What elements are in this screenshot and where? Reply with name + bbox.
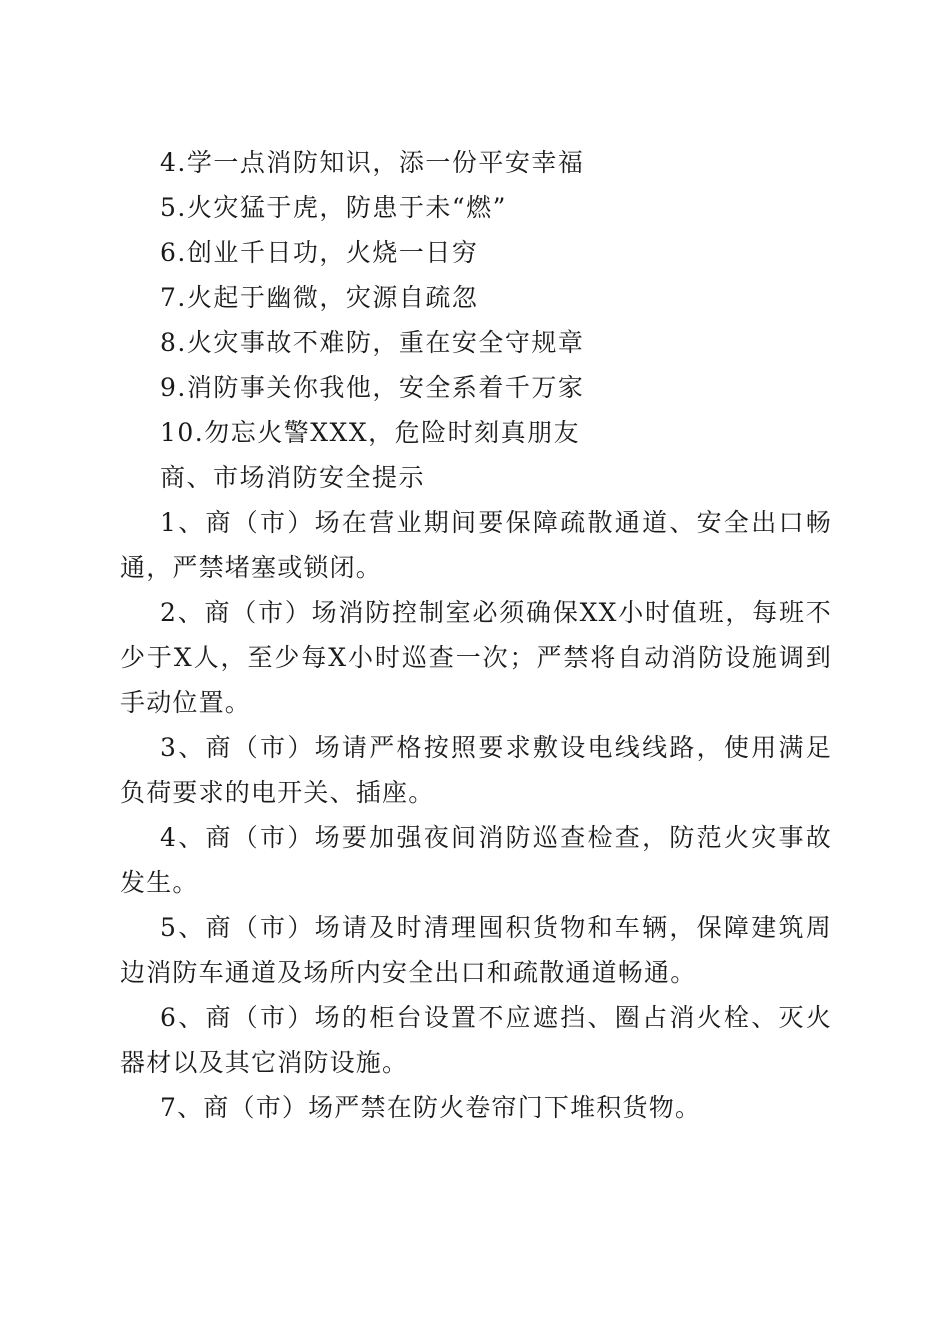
tip-paragraph: 1、商（市）场在营业期间要保障疏散通道、安全出口畅通，严禁堵塞或锁闭。 bbox=[120, 508, 832, 582]
slogan-item: 8.火灾事故不难防，重在安全守规章 bbox=[160, 328, 585, 357]
tip-paragraph: 3、商（市）场请严格按照要求敷设电线线路，使用满足负荷要求的电开关、插座。 bbox=[120, 733, 832, 807]
slogan-item: 6.创业千日功，火烧一日穷 bbox=[160, 238, 479, 267]
slogan-item: 10.勿忘火警XXX，危险时刻真朋友 bbox=[160, 418, 581, 447]
slogan-item: 5.火灾猛于虎，防患于未“燃” bbox=[160, 193, 507, 222]
tip-paragraph: 7、商（市）场严禁在防火卷帘门下堆积货物。 bbox=[160, 1093, 702, 1122]
document-body bbox=[120, 140, 832, 1130]
slogan-item: 7.火起于幽微，灾源自疏忽 bbox=[160, 283, 479, 312]
slogan-item: 4.学一点消防知识，添一份平安幸福 bbox=[160, 148, 585, 177]
tip-paragraph: 4、商（市）场要加强夜间消防巡查检查，防范火灾事故发生。 bbox=[120, 823, 832, 897]
tip-paragraph: 5、商（市）场请及时清理囤积货物和车辆，保障建筑周边消防车通道及场所内安全出口和疏散通道畅通。 bbox=[120, 913, 832, 987]
tip-paragraph: 2、商（市）场消防控制室必须确保XX小时值班，每班不少于X人，至少每X小时巡查一次；严禁将自动消防设施调到手动位置。 bbox=[120, 598, 832, 717]
slogan-item: 9.消防事关你我他，安全系着千万家 bbox=[160, 373, 585, 402]
tip-paragraph: 6、商（市）场的柜台设置不应遮挡、圈占消火栓、灭火器材以及其它消防设施。 bbox=[120, 1003, 832, 1077]
section-heading: 商、市场消防安全提示 bbox=[160, 463, 426, 492]
